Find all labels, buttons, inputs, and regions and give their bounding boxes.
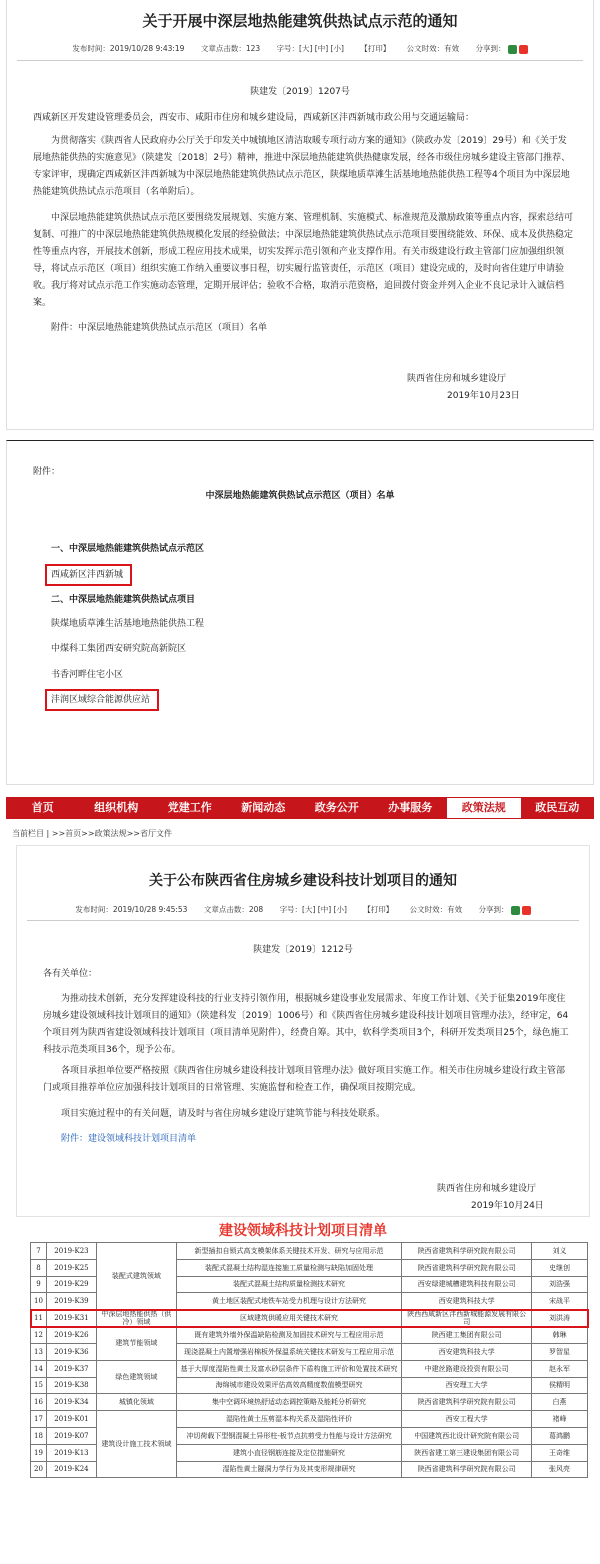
attachment-project-4: 沣润区域综合能源供应站	[51, 695, 151, 705]
row-no: 11	[31, 1310, 47, 1327]
table-row	[31, 1394, 588, 1411]
row-code: 2019-K37	[46, 1360, 96, 1377]
nav-item-home[interactable]: 首页	[31, 801, 54, 814]
row-code: 2019-K36	[46, 1343, 96, 1360]
row-code: 2019-K13	[46, 1444, 96, 1461]
notice1-meta	[7, 43, 593, 54]
row-code: 2019-K24	[46, 1461, 96, 1478]
row-org: 西安工程大学	[402, 1411, 532, 1428]
row-person: 宋战平	[532, 1293, 588, 1310]
notice2-attachment-link[interactable]: 附件：建设领域科技计划项目清单	[61, 1134, 197, 1144]
group-cell: 建筑节能领域	[96, 1327, 176, 1361]
notice2-share: 分享到：	[479, 905, 531, 914]
row-person: 葛鸿鹏	[532, 1427, 588, 1444]
row-code: 2019-K39	[46, 1293, 96, 1310]
notice2-status: 公文时效：有效	[409, 905, 463, 914]
row-org: 西安绿建城槽建筑科技有限公司	[402, 1276, 532, 1293]
row-name: 新型插扣自锁式高支模架体系关键技术开发、研究与应用示范	[176, 1243, 402, 1260]
row-code: 2019-K38	[46, 1377, 96, 1394]
row-code: 2019-K25	[46, 1259, 96, 1276]
group-cell: 中深层地热能供热（供冷）领域	[96, 1310, 176, 1327]
notice1-doc-number: 陕建发〔2019〕1207号	[250, 87, 350, 97]
row-code: 2019-K01	[46, 1411, 96, 1428]
nav-item-public-affairs[interactable]: 政务公开	[314, 801, 359, 814]
row-org: 陕西省建筑科学研究院有限公司	[402, 1243, 532, 1260]
row-person: 史继创	[532, 1259, 588, 1276]
wechat-share-icon[interactable]	[511, 906, 520, 915]
notice2-print-button[interactable]: 【打印】	[363, 905, 394, 914]
nav-item-services[interactable]: 办事服务	[388, 801, 433, 814]
nav-item-organization[interactable]: 组织机构	[94, 801, 139, 814]
nav-item-party[interactable]: 党建工作	[167, 801, 212, 814]
row-org: 陕西省建筑科学研究院有限公司	[402, 1259, 532, 1276]
notice1-panel	[6, 0, 594, 430]
attachment-zone: 西咸新区沣西新城	[51, 570, 124, 580]
row-name: 装配式混凝土结构质量检测技术研究	[176, 1276, 402, 1293]
row-org: 西安建筑科技大学	[402, 1343, 532, 1360]
row-no: 14	[31, 1360, 47, 1377]
nav-item-policy[interactable]: 政策法规	[447, 798, 521, 818]
project-table-section	[16, 1220, 590, 1564]
notice2-meta	[17, 904, 589, 915]
breadcrumb[interactable]: 当前栏目 | >>首页>>政策法规>>省厅文件	[12, 829, 172, 838]
attachment-project-1: 陕煤地质草滩生活基地地热能供热工程	[51, 619, 205, 629]
notice2-published: 发布时间：2019/10/28 9:45:53	[75, 905, 188, 914]
row-org: 陕西省建筑科学研究院有限公司	[402, 1461, 532, 1478]
row-code: 2019-K07	[46, 1427, 96, 1444]
main-nav	[6, 797, 594, 819]
notice1-signer: 陕西省住房和城乡建设厅	[407, 374, 507, 384]
attachment-section1: 一、中深层地热能建筑供热试点示范区	[51, 544, 205, 554]
row-name: 海绵城市建设效果评估高效高精度数值模型研究	[176, 1377, 402, 1394]
notice1-date: 2019年10月23日	[447, 391, 520, 401]
row-org: 陕西省建筑科学研究院有限公司	[402, 1394, 532, 1411]
notice1-share: 分享到：	[476, 44, 528, 53]
notice2-para1: 为推动技术创新，充分发挥建设科技的行业支持引领作用，根据城乡建设事业发展需求、年度工作计划、《关于征集2019年度住房城乡建设领域科技计划项目的通知》（陕建科发〔2019〕1006号）和《陕西省住房城乡建设科技计划项目管理办法》，经审定，64个项目列为陕西省建设领域科技计划项目（项目清单见附件），经费自筹。其中，软科学类项目3个，科研开发类项目25个，绿色施工科技示范类项目36个，现予公布。	[43, 994, 569, 1055]
table-row	[31, 1243, 588, 1260]
row-org: 西安建筑科技大学	[402, 1293, 532, 1310]
spacer	[0, 430, 600, 440]
row-person: 韩琳	[532, 1327, 588, 1344]
attachment-title: 中深层地热能建筑供热试点示范区（项目）名单	[205, 491, 395, 501]
row-person: 王奇维	[532, 1444, 588, 1461]
row-no: 20	[31, 1461, 47, 1478]
row-org: 中建丝路建设投资有限公司	[402, 1360, 532, 1377]
wechat-share-icon[interactable]	[508, 45, 517, 54]
row-person: 赵永军	[532, 1360, 588, 1377]
row-person: 褚峰	[532, 1411, 588, 1428]
notice2-panel	[16, 845, 590, 1217]
row-name: 现浇混凝土内置增强岩棉板外保温系统关键技术研发与工程应用示范	[176, 1343, 402, 1360]
row-name: 基于大厚度湿陷性黄土及富水砂层条件下盾构施工评价和处置技术研究	[176, 1360, 402, 1377]
row-code: 2019-K29	[46, 1276, 96, 1293]
row-no: 7	[31, 1243, 47, 1260]
notice1-views: 文章点击数：123	[200, 44, 261, 53]
row-no: 16	[31, 1394, 47, 1411]
nav-item-news[interactable]: 新闻动态	[241, 801, 286, 814]
project-table	[30, 1242, 588, 1478]
row-code: 2019-K31	[46, 1310, 96, 1327]
row-name: 冲切荷载下型钢混凝土异形柱-板节点抗剪受力性能与设计方法研究	[176, 1427, 402, 1444]
nav-item-interaction[interactable]: 政民互动	[535, 801, 580, 814]
notice2-views: 文章点击数：208	[203, 905, 264, 914]
divider	[27, 920, 579, 921]
notice1-print-button[interactable]: 【打印】	[360, 44, 391, 53]
notice1-status: 公文时效：有效	[406, 44, 460, 53]
notice1-attachment: 附件：中深层地热能建筑供热试点示范区（项目）名单	[51, 323, 268, 333]
notice1-para2: 中深层地热能建筑供热试点示范区要围绕发展规划、实施方案、管理机制、实施模式、标准规范及激励政策等重点内容，探索总结可复制、可推广的中深层地热能建筑供热规模化发展的经验做法；中深层地热能建筑供热试点示范项目要围绕能效、环保、成本及供热稳定性等重点内容，开展技术创新，形成工程应用技术成果，切实发挥示范引领和产业支撑作用。有关市级建设行政主管部门应加强组织领导，将试点示范区（项目）组织实施工作纳入重要议事日程，切实履行监管责任，示范区（项目）建设完成的，及时向省住建厅申请验收。我厅将对试点示范工作实施动态管理，定期开展评估；验收不合格，取消示范资格，追回拨付资金并列入企业不良记录计入诚信档案。	[33, 213, 574, 308]
row-no: 9	[31, 1276, 47, 1293]
row-no: 18	[31, 1427, 47, 1444]
attachment-label: 附件：	[33, 467, 61, 477]
row-org: 西安理工大学	[402, 1377, 532, 1394]
row-person: 刘浩强	[532, 1276, 588, 1293]
table-row	[31, 1360, 588, 1377]
row-no: 15	[31, 1377, 47, 1394]
notice2-para3: 项目实施过程中的有关问题，请及时与省住房城乡建设厅建筑节能与科技处联系。	[61, 1109, 386, 1119]
row-org: 陕西建工集团有限公司	[402, 1327, 532, 1344]
row-no: 10	[31, 1293, 47, 1310]
row-person: 白燕	[532, 1394, 588, 1411]
row-person: 罗智星	[532, 1343, 588, 1360]
row-name: 黄土地区装配式地铁车站受力机理与设计方法研究	[176, 1293, 402, 1310]
row-code: 2019-K34	[46, 1394, 96, 1411]
row-person: 刘义	[532, 1243, 588, 1260]
notice1-published: 发布时间：2019/10/28 9:43:19	[72, 44, 185, 53]
table-row-highlighted	[31, 1310, 588, 1327]
row-person: 侯精明	[532, 1377, 588, 1394]
row-name: 装配式混凝土结构湿连接施工质量检测与缺陷加固处理	[176, 1259, 402, 1276]
notice2-doc-number: 陕建发〔2019〕1212号	[253, 945, 353, 955]
row-name: 集中空调环境热舒适动态调控策略及能耗分析研究	[176, 1394, 402, 1411]
notice1-title: 关于开展中深层地热能建筑供热试点示范的通知	[142, 12, 458, 30]
weibo-share-icon[interactable]	[519, 45, 528, 54]
project-table-title: 建设领域科技计划项目清单	[219, 1223, 387, 1239]
table-row	[31, 1327, 588, 1344]
notice2-signer: 陕西省住房和城乡建设厅	[437, 1184, 537, 1194]
row-org: 陕西西咸新区沣西新城能源发展有限公司	[402, 1310, 532, 1327]
attachment-project-2: 中煤科工集团西安研究院高新院区	[51, 644, 187, 654]
row-org: 中国建筑西北设计研究院有限公司	[402, 1427, 532, 1444]
weibo-share-icon[interactable]	[522, 906, 531, 915]
row-name: 既有建筑外墙外保温缺陷检测及加固技术研究与工程应用示范	[176, 1327, 402, 1344]
row-no: 8	[31, 1259, 47, 1276]
row-no: 13	[31, 1343, 47, 1360]
row-name: 湿陷性黄土压剪湿本构关系及湿陷性评价	[176, 1411, 402, 1428]
row-name: 湿陷性黄土隧洞力学行为及其变形规律研究	[176, 1461, 402, 1478]
group-cell: 绿色建筑领域	[96, 1360, 176, 1394]
attachment-section2: 二、中深层地热能建筑供热试点项目	[51, 595, 196, 605]
row-code: 2019-K23	[46, 1243, 96, 1260]
notice1-fontsize[interactable]: 字号：[大] [中] [小]	[276, 44, 344, 53]
group-cell: 城镇化领域	[96, 1394, 176, 1411]
divider	[17, 60, 583, 61]
group-cell: 建筑设计施工技术领域	[96, 1411, 176, 1478]
row-no: 17	[31, 1411, 47, 1428]
notice1-para1: 为贯彻落实《陕西省人民政府办公厅关于印发关中城镇地区清洁取暖专项行动方案的通知》（陕政办发〔2019〕29号）和《关于发展地热能供热的实施意见》（陕建发〔2018〕2号）精神，推进中深层地热能建筑供热健康发展，经各市级住房城乡建设主管部门推荐、专家评审，现确定西咸新区沣西新城为中深层地热能建筑供热试点示范区，陕煤地质草滩生活基地地热能供热工程等4个项目为中深层地热能建筑供热试点示范项目（名单附后）。	[33, 136, 571, 197]
notice2-recipients: 各有关单位：	[43, 969, 98, 979]
row-person: 张风亮	[532, 1461, 588, 1478]
row-no: 12	[31, 1327, 47, 1344]
attachment-project-3: 书香河畔住宅小区	[51, 670, 124, 680]
notice2-para2: 各项目承担单位要严格按照《陕西省住房城乡建设科技计划项目管理办法》做好项目实施工作。相关市住房城乡建设行政主管部门或项目推荐单位应加强科技计划项目的日常管理、实施监督和检查工作，确保项目按期完成。	[43, 1066, 566, 1093]
row-code: 2019-K26	[46, 1327, 96, 1344]
row-org: 陕西省建工第三建设集团有限公司	[402, 1444, 532, 1461]
notice1-recipients: 西咸新区开发建设管理委员会，西安市、咸阳市住房和城乡建设局，西咸新区沣西新城市政公用与交通运输局：	[33, 113, 475, 123]
group-cell: 装配式建筑领域	[96, 1243, 176, 1310]
row-person: 刘洪涛	[532, 1310, 588, 1327]
attachment-panel	[6, 440, 594, 785]
notice2-fontsize[interactable]: 字号：[大] [中] [小]	[279, 905, 347, 914]
notice2-date: 2019年10月24日	[471, 1201, 544, 1211]
table-row	[31, 1411, 588, 1428]
row-no: 19	[31, 1444, 47, 1461]
row-name: 区域建筑供暖应用关键技术研究	[176, 1310, 402, 1327]
notice2-title: 关于公布陕西省住房城乡建设科技计划项目的通知	[149, 873, 457, 889]
row-name: 建筑小直径钢筋连接及定位措施研究	[176, 1444, 402, 1461]
